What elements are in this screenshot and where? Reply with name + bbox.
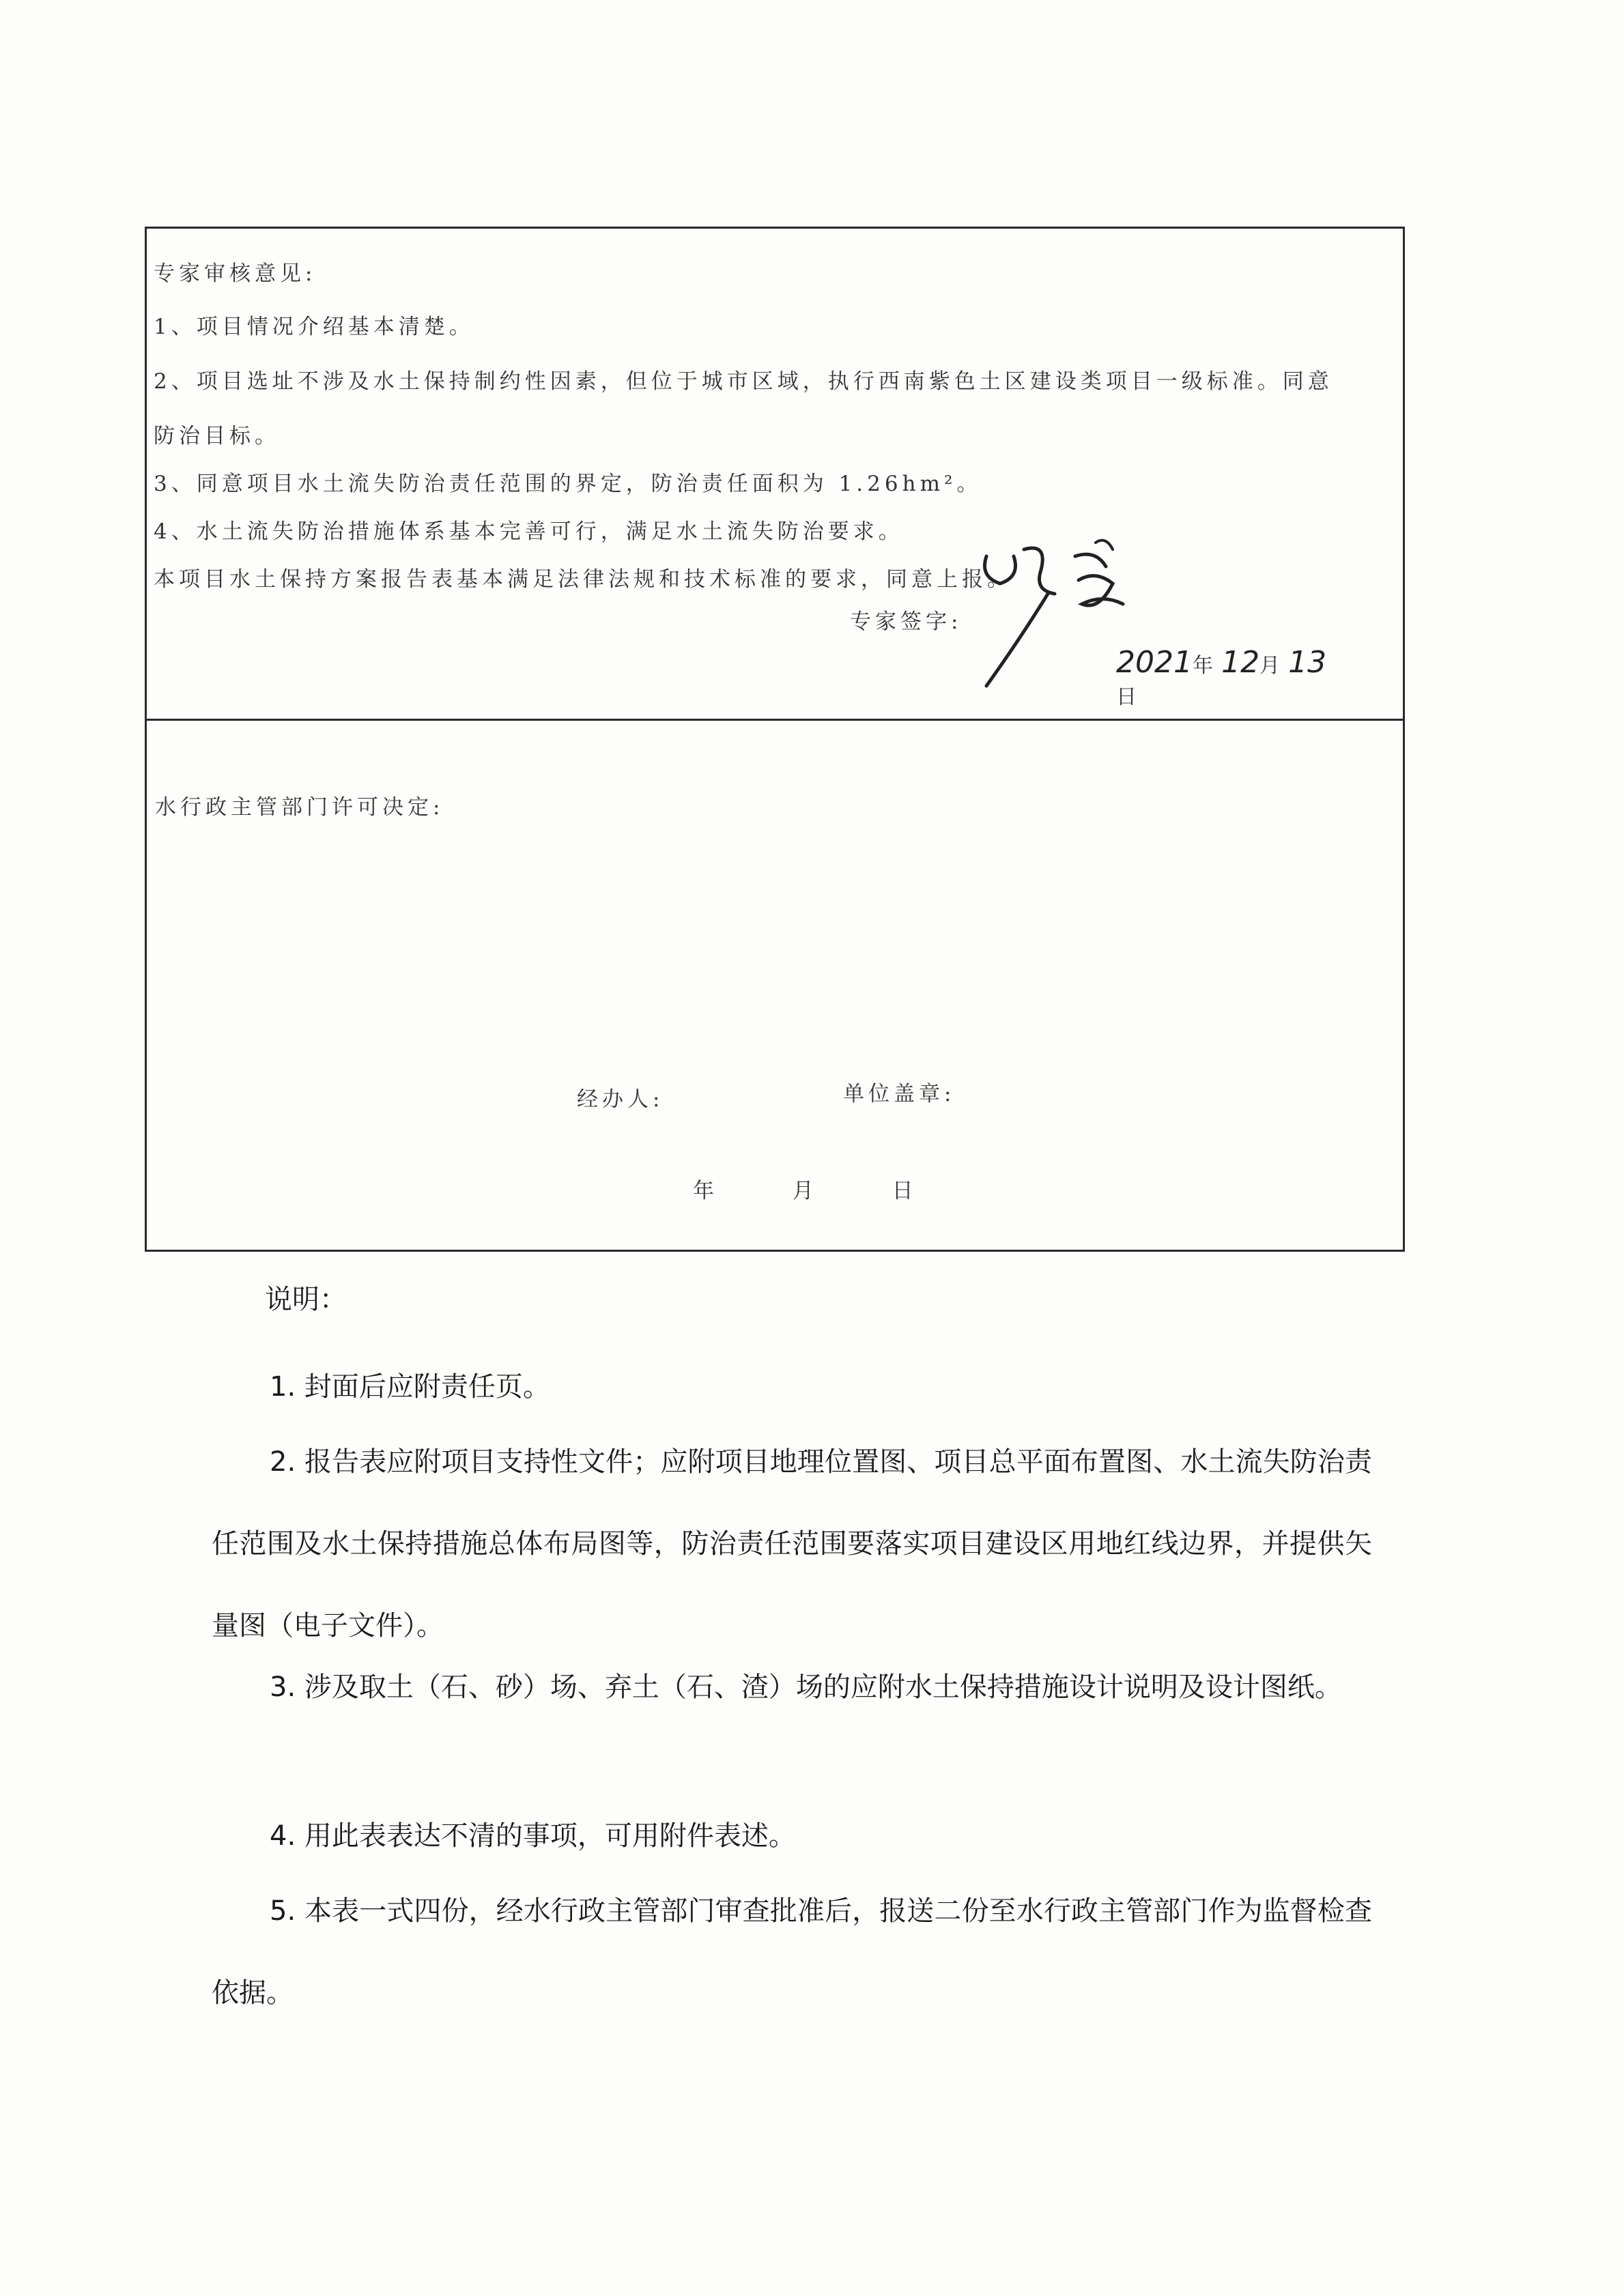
- review-line-6: 本项目水土保持方案报告表基本满足法律法规和技术标准的要求，同意上报。: [154, 567, 1012, 592]
- note-item-4: 4. 用此表表达不清的事项，可用附件表述。: [270, 1820, 796, 1852]
- signature-label: 专家签字:: [850, 609, 963, 634]
- section-divider: [147, 719, 1403, 721]
- review-line-5: 4、水土流失防治措施体系基本完善可行，满足水土流失防治要求。: [154, 519, 904, 544]
- note-item-2: 2. 报告表应附项目支持性文件；应附项目地理位置图、项目总平面布置图、水土流失防治责任范围及水土保持措施总体布局图等，防治责任范围要落实项目建设区用地红线边界，并提供矢量图（电子文件）。: [212, 1446, 1372, 1641]
- note-item-5: 5. 本表一式四份，经水行政主管部门审查批准后，报送二份至水行政主管部门作为监督检查依据。: [212, 1895, 1372, 2009]
- review-date: [1116, 645, 1328, 710]
- review-line-2: 2、项目选址不涉及水土保持制约性因素，但位于城市区域，执行西南紫色土区建设类项目一级标准。同意: [154, 369, 1333, 394]
- date-month: 12: [1221, 645, 1260, 680]
- review-line-4: 3、同意项目水土流失防治责任范围的界定，防治责任面积为 1.26hm²。: [154, 472, 982, 496]
- notes-title: 说明：: [265, 1284, 347, 1315]
- review-line-3: 防治目标。: [154, 424, 280, 448]
- date-year: 2021: [1116, 645, 1193, 680]
- review-form-table: [145, 227, 1405, 1252]
- expert-signature-area: [713, 563, 1328, 709]
- note-item-3: 3. 涉及取土（石、砂）场、弃土（石、渣）场的应附水土保持措施设计说明及设计图纸。: [270, 1671, 1342, 1703]
- date-year-char: 年: [1192, 654, 1213, 678]
- date-day: 13: [1288, 645, 1327, 680]
- handler-label: 经办人:: [577, 1087, 664, 1112]
- approval-date-placeholder: 年 月 日: [693, 1179, 916, 1203]
- expert-review-heading: 专家审核意见:: [154, 261, 317, 286]
- date-day-char: 日: [1116, 685, 1137, 709]
- date-month-char: 月: [1259, 654, 1281, 678]
- approval-heading: 水行政主管部门许可决定:: [155, 795, 444, 820]
- note-item-1: 1. 封面后应附责任页。: [270, 1371, 550, 1403]
- unit-seal-label: 单位盖章:: [843, 1082, 956, 1106]
- review-line-1: 1、项目情况介绍基本清楚。: [154, 315, 474, 339]
